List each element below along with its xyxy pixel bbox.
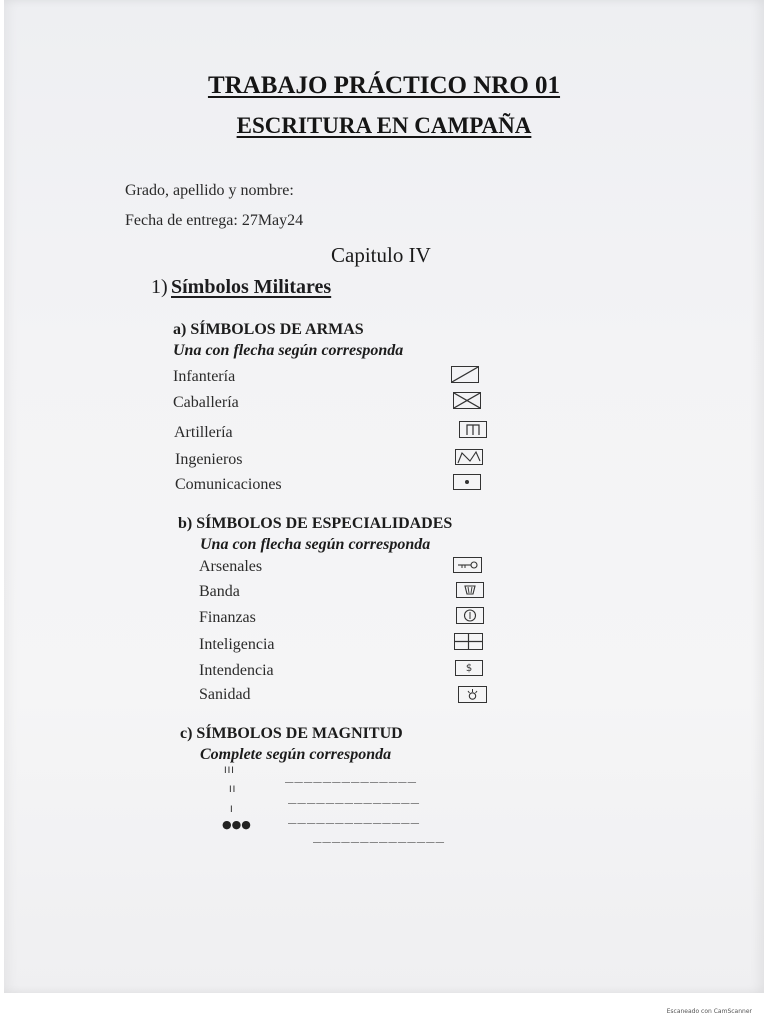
specialty-item-finanzas: Finanzas — [199, 609, 256, 626]
arms-item-artilleria: Artillería — [174, 424, 233, 441]
magnitude-symbol-one-bar: I — [230, 805, 233, 815]
engineers-symbol-icon — [455, 449, 483, 465]
scanner-watermark: Escaneado con CamScanner — [666, 1008, 752, 1015]
part-a-heading: a) SÍMBOLOS DE ARMAS — [173, 321, 364, 338]
part-b-instruction: Una con flecha según corresponda — [200, 536, 431, 553]
artillery-symbol-icon — [459, 421, 487, 438]
arsenal-symbol-icon — [453, 557, 482, 573]
dollar-sign-glyph: $ — [465, 662, 473, 674]
finance-symbol-icon — [456, 607, 484, 624]
document-title: TRABAJO PRÁCTICO NRO 01 — [207, 72, 561, 99]
chapter-heading: Capitulo IV — [331, 243, 431, 267]
quartermaster-symbol-icon — [455, 660, 483, 676]
specialty-item-inteligencia: Inteligencia — [199, 636, 275, 653]
arms-item-comunicaciones: Comunicaciones — [175, 476, 282, 493]
infantry-symbol-icon — [451, 366, 479, 383]
part-a-instruction: Una con flecha según corresponda — [173, 342, 404, 359]
communications-symbol-icon — [453, 474, 481, 490]
document-subtitle: ESCRITURA EN CAMPAÑA — [236, 113, 532, 138]
magnitude-symbol-three-bars: III — [224, 766, 235, 776]
date-field-label: Fecha de entrega: 27May24 — [125, 212, 304, 229]
answer-blank-2[interactable]: ______________ — [288, 788, 421, 804]
specialty-item-intendencia: Intendencia — [199, 662, 274, 679]
intelligence-symbol-icon — [454, 633, 483, 650]
specialty-item-arsenales: Arsenales — [199, 558, 263, 575]
document-sheet — [4, 0, 764, 993]
answer-blank-1[interactable]: ______________ — [285, 767, 418, 783]
specialty-item-banda: Banda — [199, 583, 240, 600]
arms-item-caballeria: Caballería — [173, 394, 239, 411]
arms-item-infanteria: Infantería — [173, 368, 236, 385]
medical-symbol-icon — [458, 686, 487, 703]
section-title: Símbolos Militares — [171, 276, 332, 298]
name-field-label: Grado, apellido y nombre: — [125, 182, 294, 199]
cavalry-symbol-icon — [453, 392, 481, 409]
band-symbol-icon — [456, 582, 484, 598]
part-b-heading: b) SÍMBOLOS DE ESPECIALIDADES — [178, 515, 453, 532]
answer-blank-4[interactable]: ______________ — [313, 827, 446, 843]
part-c-heading: c) SÍMBOLOS DE MAGNITUD — [180, 725, 403, 742]
answer-blank-3[interactable]: ______________ — [288, 808, 421, 824]
part-c-instruction: Complete según corresponda — [200, 746, 392, 763]
magnitude-symbol-three-dots: ●●● — [222, 818, 251, 831]
section-number: 1) — [151, 276, 168, 298]
specialty-item-sanidad: Sanidad — [199, 686, 251, 703]
arms-item-ingenieros: Ingenieros — [175, 451, 243, 468]
magnitude-symbol-two-bars: II — [229, 785, 237, 795]
